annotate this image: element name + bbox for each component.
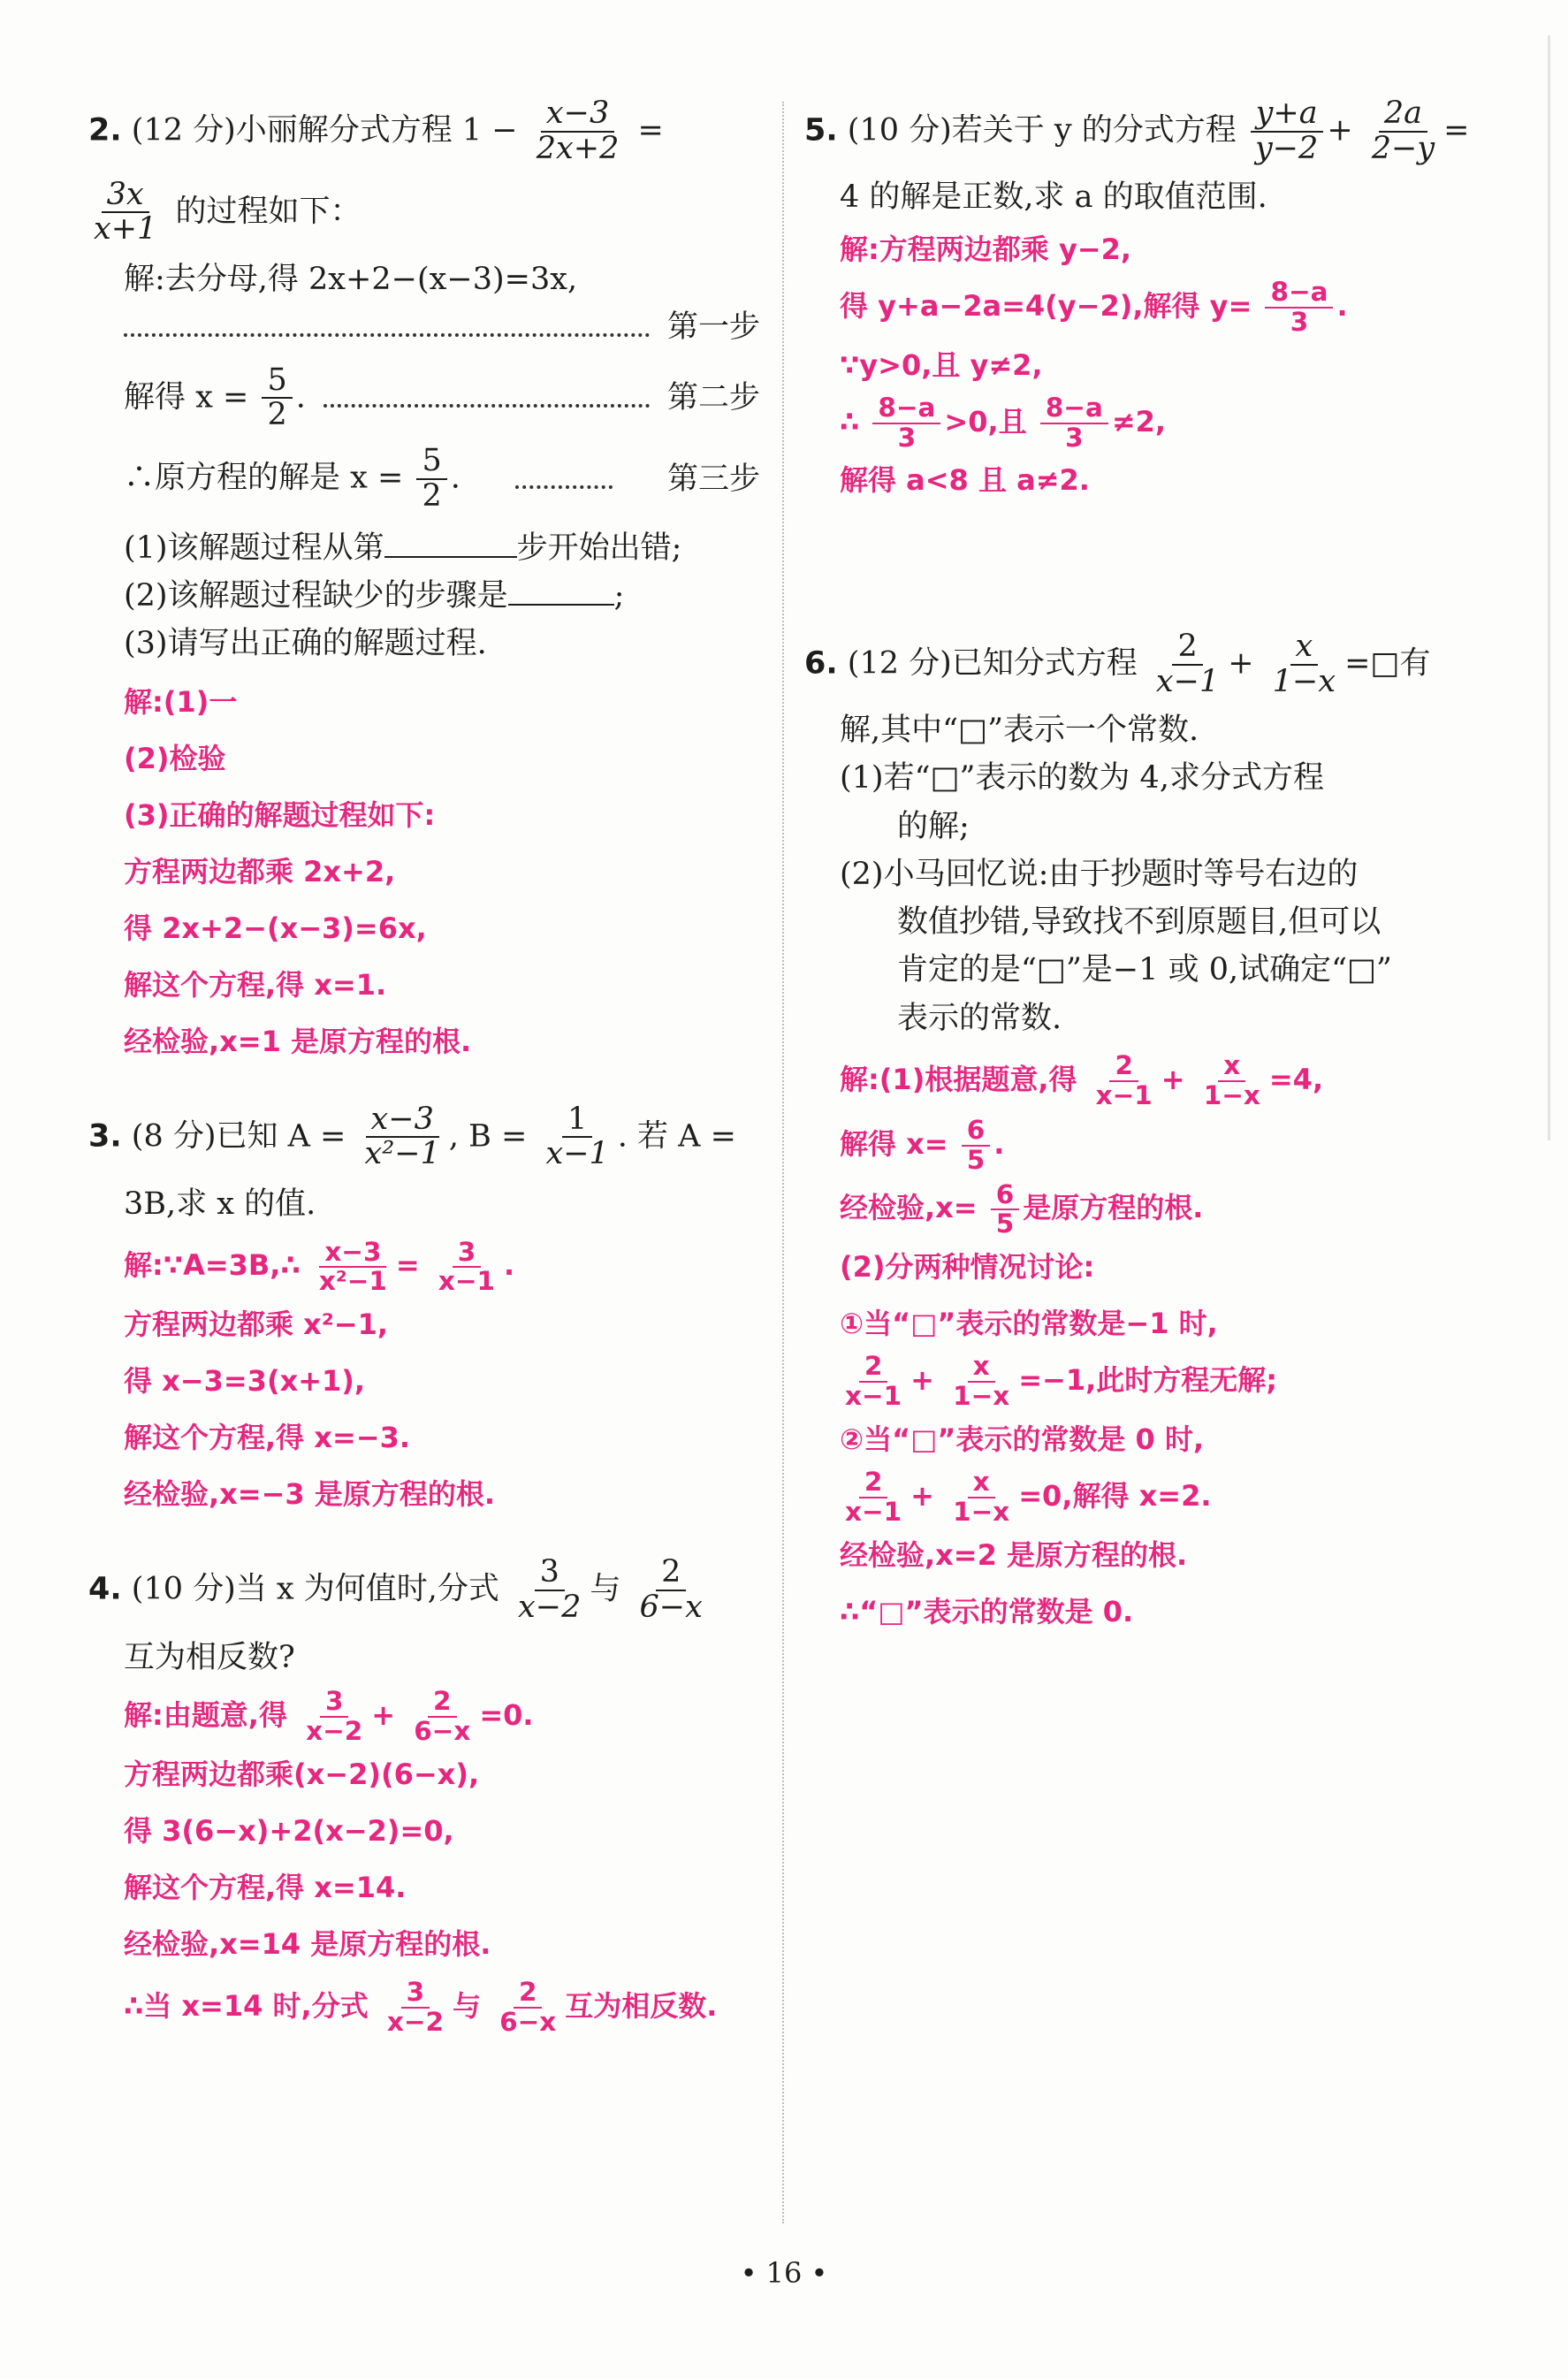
right-column [804, 97, 1485, 1640]
q6-fraction-2 [1267, 630, 1341, 699]
q2-step2-frac-num: 5 [262, 364, 292, 400]
column-divider [782, 102, 784, 2223]
q6-sub-2c: 肯定的是“□”是−1 或 0,试确定“□” [897, 952, 1392, 988]
q2-step2-dots [323, 389, 650, 408]
q2-sub-3: (3)请写出正确的解题过程. [124, 626, 487, 662]
q2-frac1-num: x−3 [541, 97, 614, 133]
q6-a1-f1-num: 2 [1109, 1052, 1138, 1082]
q6-a1-post: =4, [1268, 1062, 1324, 1096]
q6-a1-f1-den: x−1 [1095, 1079, 1153, 1110]
q5-line-2: 4 的解是正数,求 a 的取值范围. [840, 179, 1267, 215]
q4-ans1-fraction-1 [301, 1688, 368, 1746]
q6-a2-num: 6 [962, 1117, 990, 1147]
q5-ans4-f2-num: 8−a [1040, 394, 1108, 424]
q6-a6-fraction-1 [840, 1353, 907, 1411]
q3-mid: , B = [448, 1117, 528, 1154]
q6-f1-den: x−1 [1155, 664, 1220, 700]
q5-f1-den: y−2 [1254, 130, 1319, 166]
q6-a3-pre: 经检验,x= [840, 1191, 978, 1225]
q5-ans2-fraction [1265, 278, 1333, 337]
q6-a8-fraction-1 [840, 1468, 907, 1527]
q6-a8-fraction-2 [948, 1468, 1015, 1527]
q4-ans1-fraction-2 [408, 1688, 476, 1746]
q6-line-1 [804, 630, 1485, 699]
q4-ans1-post: =0. [479, 1698, 534, 1733]
q2-answer [88, 674, 760, 1070]
q5-ans4-f1-den: 3 [897, 422, 917, 453]
q6-sub-2b: 数值抄错,导致找不到原题目,但可以 [897, 904, 1382, 940]
q2-step-1-row [88, 303, 760, 351]
q5-ans4-f2-den: 3 [1065, 422, 1084, 453]
q4-last-fraction-2 [494, 1979, 561, 2037]
q4-last-pre: ∴当 x=14 时,分式 [124, 1988, 369, 2023]
q4-line-1 [88, 1556, 760, 1625]
q4-answer-last-line [124, 1978, 760, 2037]
q4-f1-num: 3 [535, 1556, 565, 1591]
q5-ans4-fraction-1 [872, 394, 940, 453]
q4-last-post: 互为相反数. [565, 1988, 718, 2023]
q3-ans-fraction-2 [433, 1236, 500, 1297]
q6-post: =□有 [1344, 645, 1431, 682]
q5-ans2-post: . [1336, 288, 1348, 323]
q2-answer-line: 经检验,x=1 是原方程的根. [124, 1024, 472, 1058]
q2-step2-text [124, 364, 306, 433]
q6-line-2: 解,其中“□”表示一个常数. [840, 713, 1199, 748]
q2-sub1-post: 步开始出错; [516, 530, 682, 566]
q5-f2-den: 2−y [1371, 130, 1435, 166]
q4-pre: (10 分)当 x 为何值时,分式 [131, 1571, 499, 1607]
left-column [88, 97, 760, 2037]
q2-fraction-1 [531, 97, 625, 166]
q6-a6-plus: + [910, 1363, 934, 1398]
q4-line-2: 互为相反数? [124, 1639, 295, 1675]
q6-answer-line-6 [840, 1352, 1485, 1411]
q2-answer-line: (2)检验 [124, 741, 226, 775]
q2-answer-line: 解这个方程,得 x=1. [124, 967, 387, 1002]
q6-a6-fraction-2 [948, 1353, 1015, 1411]
q6-f2-num: x [1290, 630, 1319, 666]
q3-post: . 若 A = [617, 1117, 736, 1154]
q2-step3-dots [515, 469, 613, 489]
q3-number: 3. [88, 1117, 122, 1154]
q3-answer-line: 得 x−3=3(x+1), [124, 1364, 366, 1399]
q5-answer-line: 解:方程两边都乘 y−2, [840, 232, 1132, 266]
q6-answer [804, 1051, 1485, 1640]
q4-ans1-f1-num: 3 [320, 1688, 348, 1718]
q3-a-num: x−3 [366, 1103, 439, 1139]
q4-mid: 与 [590, 1571, 621, 1607]
q2-step3-pre: ∴原方程的解是 x = [124, 460, 404, 496]
q2-step3-text [124, 445, 461, 514]
q5-ans2-num: 8−a [1265, 278, 1333, 309]
q4-answer-line: 经检验,x=14 是原方程的根. [124, 1926, 491, 1961]
q6-pre: (12 分)已知分式方程 [847, 645, 1138, 682]
q3-answer-line: 方程两边都乘 x²−1, [124, 1308, 389, 1342]
q4-ans1-f1-den: x−2 [306, 1716, 363, 1747]
q6-a6-f1-num: 2 [859, 1353, 887, 1383]
q4-last-f1-den: x−2 [386, 2006, 444, 2037]
q6-a2-den: 5 [966, 1144, 986, 1175]
q5-answer-line: 解得 a<8 且 a≠2. [840, 463, 1090, 498]
q4-answer [88, 1687, 760, 2037]
q3-line-2: 3B,求 x 的值. [124, 1186, 316, 1223]
q2-step3-label: 第三步 [666, 461, 760, 497]
q2-number: 2. [88, 112, 122, 149]
q2-intro-2: 的过程如下： [175, 193, 362, 229]
question-3 [88, 1103, 760, 1523]
q3-b-den: x−1 [545, 1136, 609, 1172]
q4-f2-den: 6−x [639, 1590, 703, 1626]
q5-ans2-pre: 得 y+a−2a=4(y−2),解得 y= [840, 288, 1252, 323]
q6-a3-fraction [991, 1178, 1019, 1239]
q6-a1-pre: 解:(1)根据题意,得 [840, 1062, 1077, 1096]
q6-a8-f2-den: 1−x [953, 1496, 1010, 1527]
q2-step-3-row [88, 445, 760, 514]
q6-a8-plus: + [910, 1478, 934, 1513]
q5-ans4-mid: >0,且 [944, 404, 1027, 438]
q5-answer-line: ∵y>0,且 y≠2, [840, 347, 1043, 382]
page-edge-shadow [1548, 35, 1550, 1140]
question-6 [804, 630, 1485, 1639]
q2-answer-line: 解:(1)一 [124, 684, 238, 719]
q6-a3-den: 5 [995, 1209, 1015, 1239]
q4-ans1-f2-num: 2 [428, 1688, 456, 1718]
q3-b-num: 1 [562, 1103, 592, 1139]
q2-step2-pre: 解得 x = [124, 378, 249, 415]
q2-frac2-num: 3x [102, 179, 149, 214]
q6-a1-fraction-2 [1199, 1049, 1266, 1110]
q3-answer-line-1 [124, 1237, 760, 1296]
q6-a3-num: 6 [991, 1181, 1019, 1211]
q5-answer-line-4 [840, 393, 1485, 453]
q2-step2-label: 第二步 [666, 380, 760, 416]
q6-sub-1b: 的解; [897, 808, 970, 844]
q3-answer [88, 1237, 760, 1522]
q5-ans4-fraction-2 [1040, 394, 1108, 453]
q5-answer [804, 221, 1485, 509]
q3-ans-pre: 解:∵A=3B,∴ [124, 1248, 301, 1283]
q2-answer-line: 方程两边都乘 2x+2, [124, 854, 396, 888]
q6-answer-line: 经检验,x=2 是原方程的根. [840, 1537, 1188, 1572]
q2-step3-frac-den: 2 [422, 478, 442, 515]
q6-a1-fraction-1 [1091, 1049, 1158, 1110]
q2-equals: = [637, 112, 664, 149]
q2-frac1-den: 2x+2 [536, 130, 620, 166]
q6-plus: + [1228, 645, 1254, 682]
question-2 [88, 97, 760, 1070]
q6-number: 6. [804, 645, 838, 682]
q6-answer-line-8 [840, 1468, 1485, 1527]
q3-ans-post: . [504, 1248, 515, 1283]
q2-solution-line: 解:去分母,得 2x+2−(x−3)=3x, [124, 262, 578, 298]
q3-answer-line: 解这个方程,得 x=−3. [124, 1421, 410, 1455]
q5-plus: + [1327, 112, 1353, 149]
q4-ans1-plus: + [371, 1698, 396, 1733]
q4-last-fraction-1 [382, 1979, 449, 2037]
q2-sub-2 [88, 572, 760, 620]
q6-a8-post: =0,解得 x=2. [1018, 1478, 1212, 1513]
q6-a3-post: 是原方程的根. [1023, 1191, 1204, 1225]
q4-last-mid: 与 [452, 1988, 481, 2023]
q2-answer-line: (3)正确的解题过程如下: [124, 797, 436, 832]
q6-f1-num: 2 [1172, 630, 1202, 666]
q2-step2-fraction [262, 364, 292, 433]
q6-fraction-1 [1151, 630, 1224, 699]
q3-answer-line: 经检验,x=−3 是原方程的根. [124, 1477, 495, 1512]
q3-ans-f1-den: x²−1 [318, 1266, 387, 1297]
q2-step3-fraction [416, 445, 446, 514]
q2-step3-post: . [450, 460, 461, 496]
q6-a2-fraction [962, 1114, 990, 1175]
q6-a6-f1-den: x−1 [845, 1381, 902, 1412]
q6-a6-f2-num: x [968, 1353, 995, 1383]
q4-ans1-pre: 解:由题意,得 [124, 1698, 287, 1733]
q5-ans2-den: 3 [1290, 306, 1309, 337]
q4-f1-den: x−2 [518, 1590, 582, 1626]
q6-a8-f1-num: 2 [859, 1468, 887, 1498]
q4-fraction-1 [513, 1556, 586, 1625]
q6-a2-pre: 解得 x= [840, 1126, 948, 1161]
q5-eq: = [1443, 112, 1470, 149]
q5-pre: (10 分)若关于 y 的分式方程 [847, 112, 1237, 149]
q2-sub-1 [88, 524, 760, 572]
q2-sub1-blank[interactable] [384, 525, 517, 558]
q3-a-den: x²−1 [364, 1136, 440, 1172]
q4-last-f2-num: 2 [514, 1979, 542, 2009]
q6-answer-line: ②当“□”表示的常数是 0 时, [840, 1422, 1205, 1456]
q3-ans-f1-num: x−3 [319, 1239, 386, 1269]
q3-ans-fraction-1 [314, 1236, 392, 1297]
q6-a8-f1-den: x−1 [845, 1496, 902, 1527]
q5-f1-num: y+a [1251, 97, 1323, 133]
q3-pre: (8 分)已知 A = [131, 1117, 346, 1154]
q6-sub-2d: 表示的常数. [897, 1000, 1062, 1036]
q6-answer-line: ∴“□”表示的常数是 0. [840, 1594, 1134, 1628]
q2-step3-frac-num: 5 [416, 445, 446, 480]
q6-f2-den: 1−x [1272, 664, 1336, 700]
q2-sub2-post: ; [613, 578, 625, 614]
q5-number: 5. [804, 112, 838, 149]
q4-fraction-2 [635, 1556, 708, 1625]
q4-ans1-f2-den: 6−x [414, 1716, 471, 1747]
q6-answer-line: ①当“□”表示的常数是−1 时, [840, 1307, 1218, 1341]
q2-sub2-pre: (2)该解题过程缺少的步骤是 [124, 578, 508, 614]
q4-answer-line: 解这个方程,得 x=14. [124, 1870, 407, 1904]
q2-answer-line: 得 2x+2−(x−3)=6x, [124, 911, 427, 945]
q2-sub2-blank[interactable] [508, 573, 614, 606]
q5-fraction-1 [1250, 97, 1323, 166]
q3-fraction-a [360, 1103, 445, 1172]
page-number: • 16 • [740, 2256, 828, 2290]
q2-fraction-2 [88, 176, 162, 248]
q2-step-2-row [88, 364, 760, 433]
q4-answer-line: 得 3(6−x)+2(x−2)=0, [124, 1813, 454, 1848]
q5-fraction-2 [1366, 97, 1440, 166]
q5-ans4-f1-num: 8−a [872, 394, 940, 424]
q2-line-2 [88, 176, 760, 248]
q2-step2-post: . [295, 378, 306, 415]
q2-frac2-den: x+1 [94, 211, 157, 248]
q4-last-f2-den: 6−x [499, 2006, 557, 2037]
q6-answer-line: (2)分两种情况讨论: [840, 1250, 1095, 1285]
q4-answer-line: 方程两边都乘(x−2)(6−x), [124, 1757, 480, 1791]
q4-last-f1-num: 3 [401, 1979, 430, 2009]
q3-ans-f2-den: x−1 [438, 1266, 495, 1297]
question-5 [804, 97, 1485, 508]
q2-line-1 [88, 97, 760, 166]
q6-a6-f2-den: 1−x [953, 1381, 1010, 1412]
q6-a1-f2-den: 1−x [1203, 1079, 1260, 1110]
q4-answer-line-1 [124, 1687, 760, 1746]
q2-intro: (12 分)小丽解分式方程 1 − [131, 112, 518, 149]
q3-fraction-b [540, 1103, 613, 1172]
q5-f2-num: 2a [1379, 97, 1427, 133]
q6-a6-post: =−1,此时方程无解; [1018, 1363, 1278, 1398]
q4-f2-num: 2 [656, 1556, 686, 1591]
q5-ans4-post: ≠2, [1111, 404, 1167, 438]
q2-step2-frac-den: 2 [267, 397, 287, 433]
q6-a2-post: . [993, 1126, 1005, 1161]
q4-number: 4. [88, 1571, 122, 1607]
q5-answer-line-2 [840, 278, 1485, 337]
q6-a1-plus: + [1161, 1062, 1185, 1096]
q2-sub1-pre: (1)该解题过程从第 [124, 530, 384, 566]
q6-answer-line-3 [840, 1179, 1485, 1239]
q5-ans4-pre: ∴ [840, 404, 860, 438]
q6-answer-line-1 [840, 1051, 1485, 1110]
q6-a1-f2-num: x [1218, 1052, 1245, 1082]
q3-ans-eq: = [395, 1248, 420, 1283]
q6-sub-1a: (1)若“□”表示的数为 4,求分式方程 [840, 760, 1324, 797]
q6-answer-line-2 [840, 1116, 1485, 1175]
question-4 [88, 1556, 760, 2036]
q3-line-1 [88, 1103, 760, 1172]
q6-sub-2a: (2)小马回忆说:由于抄题时等号右边的 [840, 856, 1359, 892]
q2-step1-label: 第一步 [666, 309, 760, 346]
q6-a8-f2-num: x [968, 1468, 995, 1498]
q5-line-1 [804, 97, 1485, 166]
q3-ans-f2-num: 3 [453, 1239, 481, 1269]
q2-step1-dots [124, 318, 650, 338]
